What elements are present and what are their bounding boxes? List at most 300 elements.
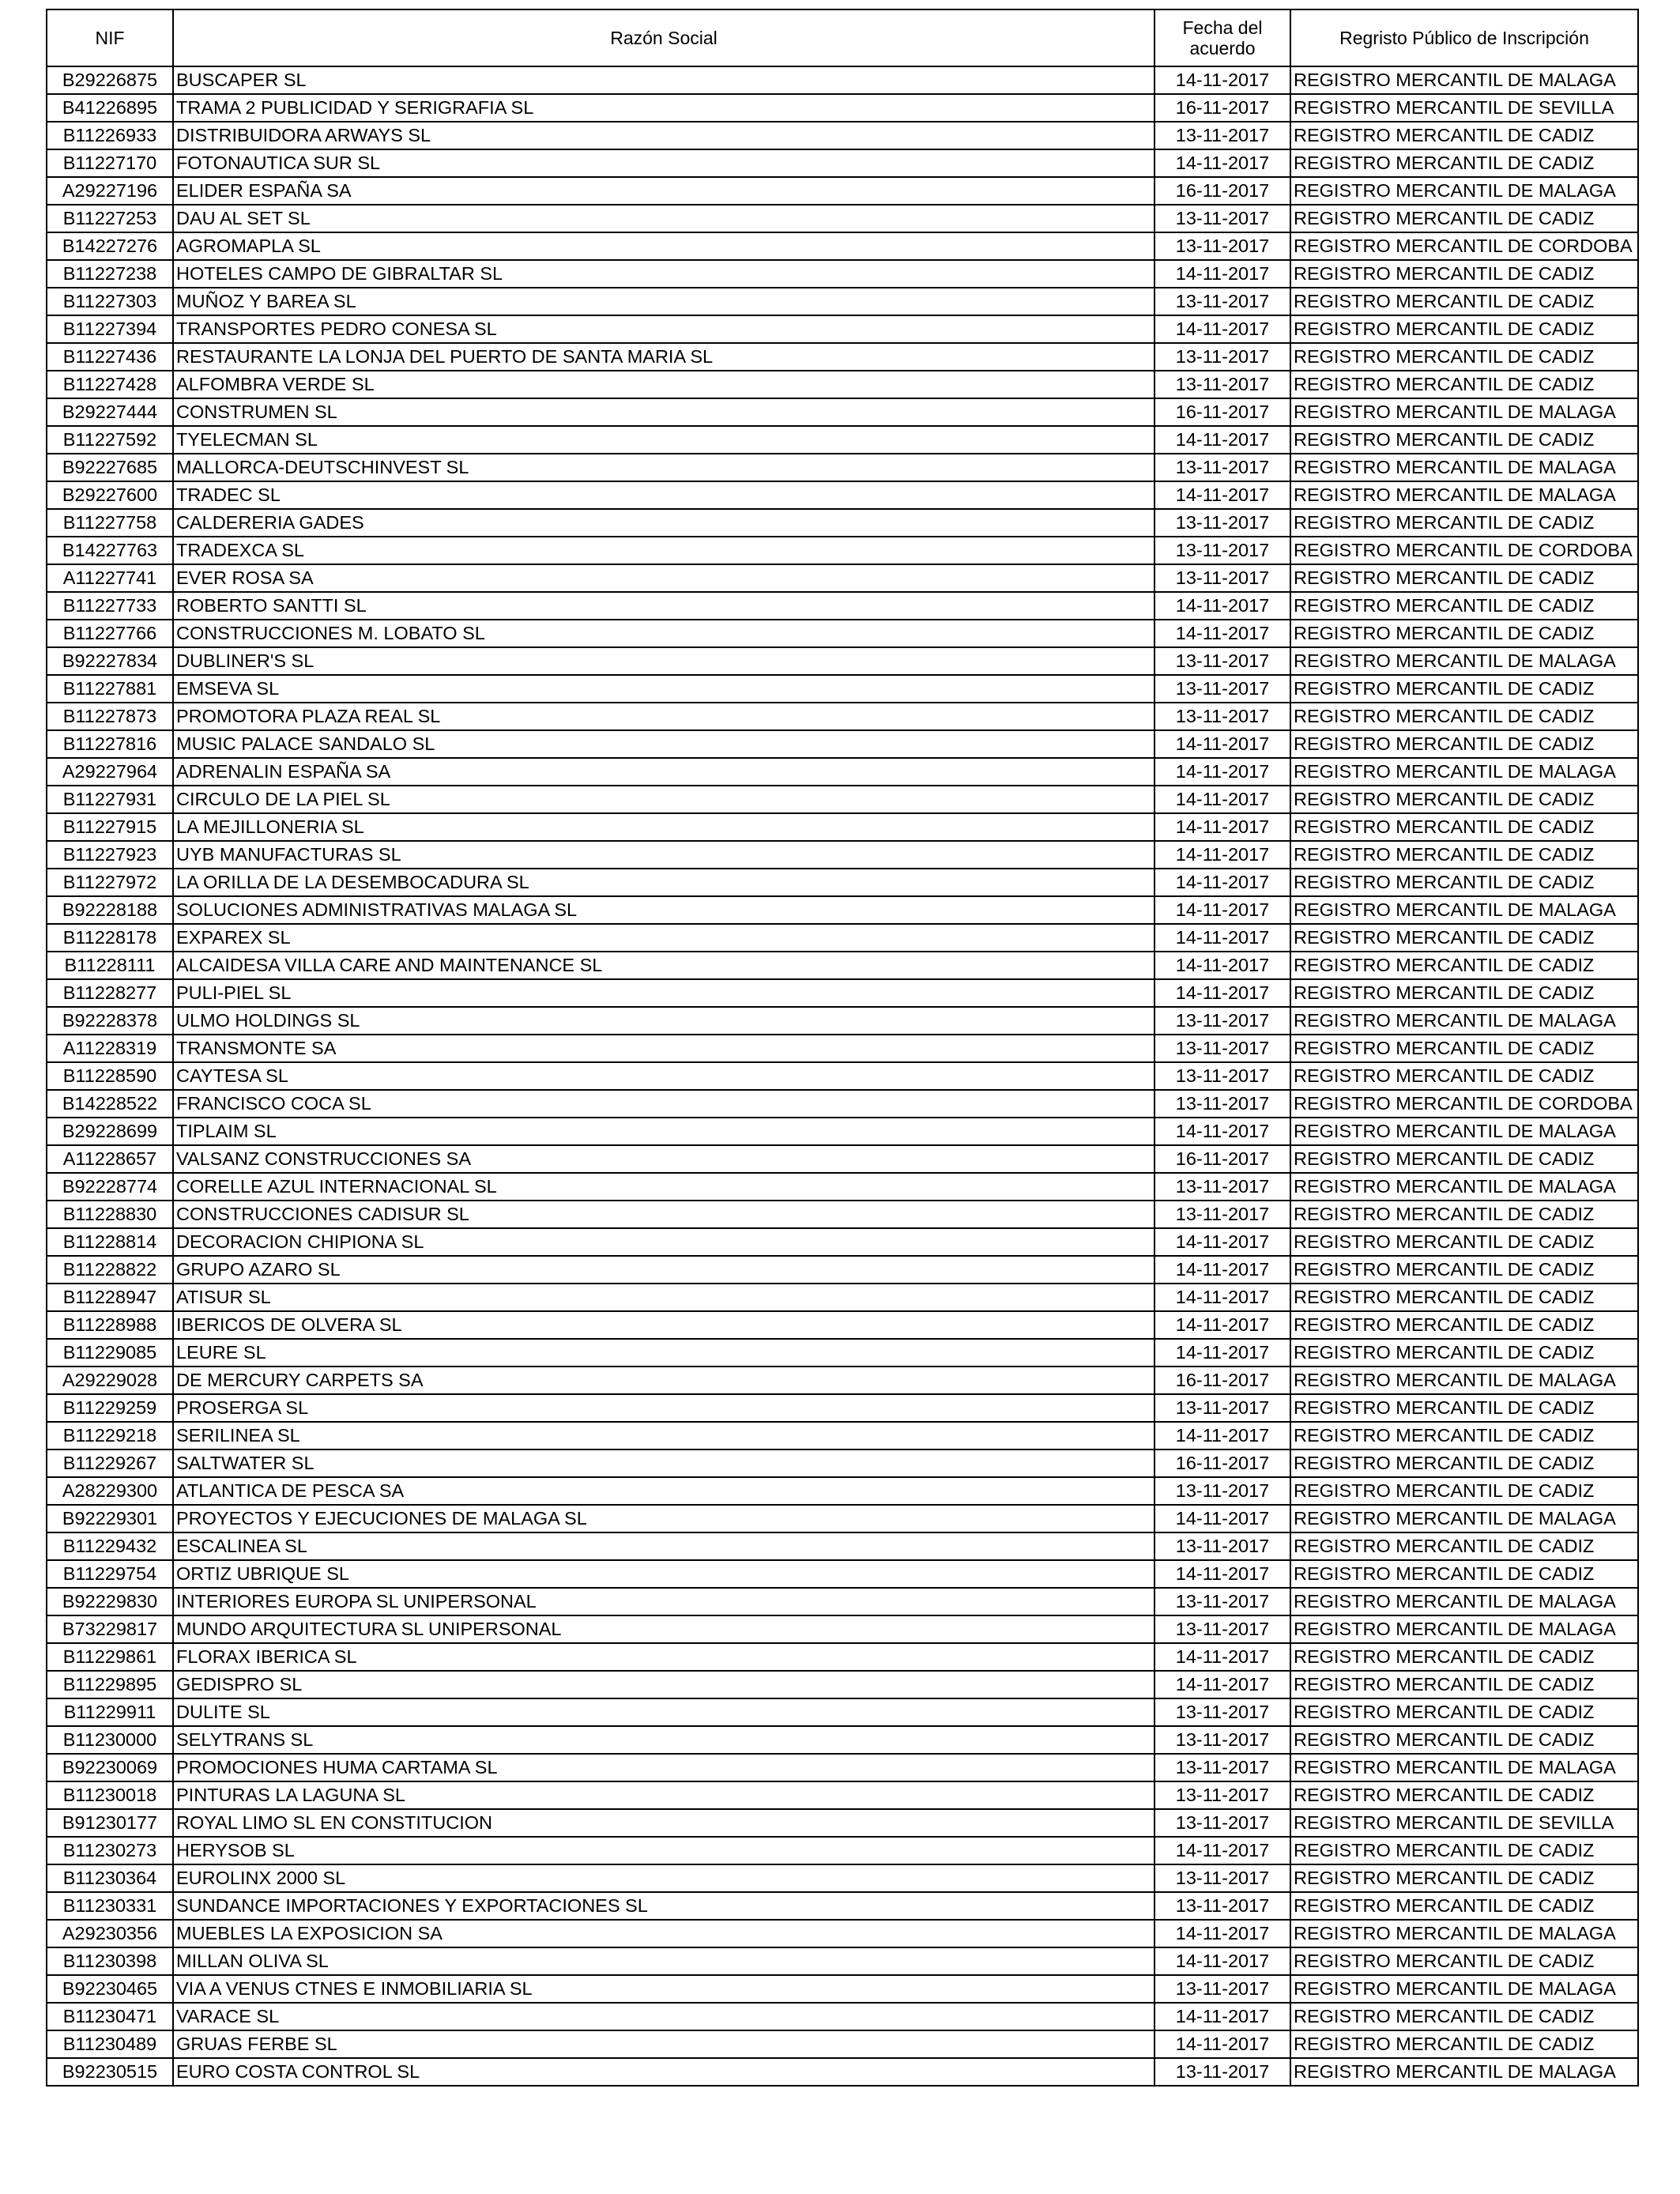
- nif-cell: B11226933: [47, 122, 173, 149]
- table-row: [47, 1449, 1638, 1477]
- nif-cell: B11227758: [47, 509, 173, 537]
- company-name-cell: PROYECTOS Y EJECUCIONES DE MALAGA SL: [173, 1505, 1155, 1532]
- nif-cell: B11227170: [47, 149, 173, 177]
- table-row: [47, 1726, 1638, 1754]
- nif-cell: B11228814: [47, 1228, 173, 1256]
- table-row: [47, 426, 1638, 454]
- agreement-date-cell: 14-11-2017: [1155, 149, 1290, 177]
- nif-cell: B91230177: [47, 1809, 173, 1837]
- table-row: [47, 149, 1638, 177]
- company-name-cell: TRADEXCA SL: [173, 537, 1155, 564]
- agreement-date-cell: 14-11-2017: [1155, 1920, 1290, 1947]
- agreement-date-cell: 13-11-2017: [1155, 1588, 1290, 1615]
- table-row: [47, 1477, 1638, 1505]
- company-name-cell: CIRCULO DE LA PIEL SL: [173, 786, 1155, 813]
- agreement-date-cell: 14-11-2017: [1155, 1256, 1290, 1284]
- table-body: [47, 66, 1638, 2086]
- company-name-cell: CORELLE AZUL INTERNACIONAL SL: [173, 1173, 1155, 1201]
- table-row: [47, 1837, 1638, 1864]
- table-row: [47, 371, 1638, 398]
- agreement-date-cell: 14-11-2017: [1155, 979, 1290, 1007]
- company-name-cell: MALLORCA-DEUTSCHINVEST SL: [173, 454, 1155, 481]
- company-name-cell: PROMOTORA PLAZA REAL SL: [173, 703, 1155, 730]
- registry-cell: REGISTRO MERCANTIL DE CADIZ: [1290, 1947, 1638, 1975]
- registry-cell: REGISTRO MERCANTIL DE CADIZ: [1290, 1477, 1638, 1505]
- table-row: [47, 122, 1638, 149]
- table-row: [47, 620, 1638, 647]
- table-row: [47, 1118, 1638, 1145]
- company-name-cell: IBERICOS DE OLVERA SL: [173, 1311, 1155, 1339]
- table-row: [47, 232, 1638, 260]
- agreement-date-cell: 16-11-2017: [1155, 177, 1290, 205]
- table-row: [47, 1671, 1638, 1698]
- company-name-cell: VALSANZ CONSTRUCCIONES SA: [173, 1145, 1155, 1173]
- table-row: [47, 786, 1638, 813]
- table-row: [47, 1947, 1638, 1975]
- table-row: [47, 481, 1638, 509]
- table-row: [47, 952, 1638, 979]
- registry-cell: REGISTRO MERCANTIL DE CADIZ: [1290, 149, 1638, 177]
- nif-cell: B92229830: [47, 1588, 173, 1615]
- table-row: [47, 1062, 1638, 1090]
- nif-cell: B11230000: [47, 1726, 173, 1754]
- table-row: [47, 2030, 1638, 2058]
- registry-cell: REGISTRO MERCANTIL DE MALAGA: [1290, 454, 1638, 481]
- agreement-date-cell: 16-11-2017: [1155, 1449, 1290, 1477]
- agreement-date-cell: 13-11-2017: [1155, 1615, 1290, 1643]
- table-row: [47, 841, 1638, 869]
- table-row: [47, 1920, 1638, 1947]
- nif-cell: B11229911: [47, 1698, 173, 1726]
- nif-cell: B11229861: [47, 1643, 173, 1671]
- table-row: [47, 1754, 1638, 1781]
- agreement-date-cell: 16-11-2017: [1155, 1367, 1290, 1394]
- company-name-cell: SALTWATER SL: [173, 1449, 1155, 1477]
- agreement-date-cell: 14-11-2017: [1155, 730, 1290, 758]
- table-row: [47, 398, 1638, 426]
- table-row: [47, 813, 1638, 841]
- agreement-date-cell: 13-11-2017: [1155, 1007, 1290, 1035]
- company-name-cell: ROBERTO SANTTI SL: [173, 592, 1155, 620]
- table-row: [47, 896, 1638, 924]
- agreement-date-cell: 13-11-2017: [1155, 454, 1290, 481]
- registry-cell: REGISTRO MERCANTIL DE CADIZ: [1290, 1422, 1638, 1449]
- agreement-date-cell: 14-11-2017: [1155, 1671, 1290, 1698]
- agreement-date-cell: 14-11-2017: [1155, 1118, 1290, 1145]
- agreement-date-cell: 16-11-2017: [1155, 398, 1290, 426]
- table-row: [47, 94, 1638, 122]
- registry-cell: REGISTRO MERCANTIL DE MALAGA: [1290, 481, 1638, 509]
- table-row: [47, 1892, 1638, 1920]
- nif-cell: B92227834: [47, 647, 173, 675]
- company-name-cell: MUEBLES LA EXPOSICION SA: [173, 1920, 1155, 1947]
- nif-cell: B92230069: [47, 1754, 173, 1781]
- agreement-date-cell: 13-11-2017: [1155, 1809, 1290, 1837]
- agreement-date-cell: 14-11-2017: [1155, 952, 1290, 979]
- agreement-date-cell: 14-11-2017: [1155, 66, 1290, 94]
- agreement-date-cell: 14-11-2017: [1155, 896, 1290, 924]
- nif-cell: B11228822: [47, 1256, 173, 1284]
- nif-cell: A11228319: [47, 1035, 173, 1062]
- agreement-date-cell: 13-11-2017: [1155, 1754, 1290, 1781]
- table-row: [47, 703, 1638, 730]
- company-name-cell: VIA A VENUS CTNES E INMOBILIARIA SL: [173, 1975, 1155, 2003]
- company-name-cell: SERILINEA SL: [173, 1422, 1155, 1449]
- company-name-cell: TIPLAIM SL: [173, 1118, 1155, 1145]
- nif-cell: B11227923: [47, 841, 173, 869]
- header-row: [47, 9, 1638, 66]
- agreement-date-cell: 14-11-2017: [1155, 1311, 1290, 1339]
- nif-cell: B92227685: [47, 454, 173, 481]
- agreement-date-cell: 14-11-2017: [1155, 315, 1290, 343]
- agreement-date-cell: 16-11-2017: [1155, 94, 1290, 122]
- table-row: [47, 1228, 1638, 1256]
- company-name-cell: EUROLINX 2000 SL: [173, 1864, 1155, 1892]
- registry-cell: REGISTRO MERCANTIL DE CORDOBA: [1290, 1090, 1638, 1118]
- nif-cell: B14227763: [47, 537, 173, 564]
- nif-cell: B11228590: [47, 1062, 173, 1090]
- company-name-cell: HERYSOB SL: [173, 1837, 1155, 1864]
- table-row: [47, 675, 1638, 703]
- registry-cell: REGISTRO MERCANTIL DE CADIZ: [1290, 260, 1638, 288]
- company-name-cell: PINTURAS LA LAGUNA SL: [173, 1781, 1155, 1809]
- registry-cell: REGISTRO MERCANTIL DE MALAGA: [1290, 1505, 1638, 1532]
- company-name-cell: BUSCAPER SL: [173, 66, 1155, 94]
- table-row: [47, 1311, 1638, 1339]
- registry-cell: REGISTRO MERCANTIL DE MALAGA: [1290, 1754, 1638, 1781]
- company-name-cell: GRUPO AZARO SL: [173, 1256, 1155, 1284]
- table-row: [47, 1173, 1638, 1201]
- registry-cell: REGISTRO MERCANTIL DE CADIZ: [1290, 1837, 1638, 1864]
- table-row: [47, 1532, 1638, 1560]
- table-row: [47, 1643, 1638, 1671]
- nif-cell: B11227873: [47, 703, 173, 730]
- agreement-date-cell: 13-11-2017: [1155, 1173, 1290, 1201]
- table-row: [47, 1781, 1638, 1809]
- header-razon-social: Razón Social: [173, 9, 1155, 66]
- header-fecha-acuerdo: Fecha del acuerdo: [1155, 9, 1290, 66]
- company-name-cell: CONSTRUMEN SL: [173, 398, 1155, 426]
- company-name-cell: DE MERCURY CARPETS SA: [173, 1367, 1155, 1394]
- table-row: [47, 1201, 1638, 1228]
- nif-cell: B11227238: [47, 260, 173, 288]
- header-registro-publico: Regristo Público de Inscripción: [1290, 9, 1638, 66]
- table-row: [47, 1422, 1638, 1449]
- company-name-cell: ESCALINEA SL: [173, 1532, 1155, 1560]
- table-row: [47, 1145, 1638, 1173]
- company-name-cell: PROSERGA SL: [173, 1394, 1155, 1422]
- company-name-cell: FOTONAUTICA SUR SL: [173, 149, 1155, 177]
- registry-cell: REGISTRO MERCANTIL DE CADIZ: [1290, 813, 1638, 841]
- nif-cell: B11227816: [47, 730, 173, 758]
- registry-cell: REGISTRO MERCANTIL DE MALAGA: [1290, 1007, 1638, 1035]
- agreement-date-cell: 14-11-2017: [1155, 2030, 1290, 2058]
- company-name-cell: DAU AL SET SL: [173, 205, 1155, 232]
- registry-cell: REGISTRO MERCANTIL DE CADIZ: [1290, 924, 1638, 952]
- nif-cell: B11228988: [47, 1311, 173, 1339]
- nif-cell: B73229817: [47, 1615, 173, 1643]
- nif-cell: B11230398: [47, 1947, 173, 1975]
- agreement-date-cell: 13-11-2017: [1155, 288, 1290, 315]
- table-row: [47, 564, 1638, 592]
- agreement-date-cell: 13-11-2017: [1155, 1477, 1290, 1505]
- registry-cell: REGISTRO MERCANTIL DE CADIZ: [1290, 1532, 1638, 1560]
- table-row: [47, 1698, 1638, 1726]
- nif-cell: B29227444: [47, 398, 173, 426]
- table-row: [47, 1975, 1638, 2003]
- nif-cell: B92230515: [47, 2058, 173, 2086]
- table-row: [47, 66, 1638, 94]
- registry-cell: REGISTRO MERCANTIL DE MALAGA: [1290, 1173, 1638, 1201]
- nif-cell: B11230273: [47, 1837, 173, 1864]
- nif-cell: B11228830: [47, 1201, 173, 1228]
- company-name-cell: MUÑOZ Y BAREA SL: [173, 288, 1155, 315]
- agreement-date-cell: 13-11-2017: [1155, 1781, 1290, 1809]
- agreement-date-cell: 13-11-2017: [1155, 509, 1290, 537]
- table-row: [47, 537, 1638, 564]
- company-name-cell: CALDERERIA GADES: [173, 509, 1155, 537]
- nif-cell: B11230331: [47, 1892, 173, 1920]
- table-row: [47, 1864, 1638, 1892]
- agreement-date-cell: 13-11-2017: [1155, 1532, 1290, 1560]
- nif-cell: A29227196: [47, 177, 173, 205]
- company-name-cell: ORTIZ UBRIQUE SL: [173, 1560, 1155, 1588]
- agreement-date-cell: 14-11-2017: [1155, 841, 1290, 869]
- agreement-date-cell: 14-11-2017: [1155, 1947, 1290, 1975]
- nif-cell: B29226875: [47, 66, 173, 94]
- company-name-cell: GRUAS FERBE SL: [173, 2030, 1155, 2058]
- table-row: [47, 1367, 1638, 1394]
- table-row: [47, 1615, 1638, 1643]
- registry-cell: REGISTRO MERCANTIL DE CADIZ: [1290, 675, 1638, 703]
- agreement-date-cell: 13-11-2017: [1155, 1892, 1290, 1920]
- agreement-date-cell: 14-11-2017: [1155, 481, 1290, 509]
- registry-cell: REGISTRO MERCANTIL DE MALAGA: [1290, 177, 1638, 205]
- nif-cell: B11229895: [47, 1671, 173, 1698]
- company-name-cell: FRANCISCO COCA SL: [173, 1090, 1155, 1118]
- nif-cell: B29228699: [47, 1118, 173, 1145]
- nif-cell: B11227253: [47, 205, 173, 232]
- company-name-cell: EVER ROSA SA: [173, 564, 1155, 592]
- table-row: [47, 1284, 1638, 1311]
- company-name-cell: MILLAN OLIVA SL: [173, 1947, 1155, 1975]
- registry-cell: REGISTRO MERCANTIL DE MALAGA: [1290, 758, 1638, 786]
- nif-cell: B11227303: [47, 288, 173, 315]
- registry-cell: REGISTRO MERCANTIL DE CADIZ: [1290, 1062, 1638, 1090]
- table-row: [47, 509, 1638, 537]
- company-name-cell: TRAMA 2 PUBLICIDAD Y SERIGRAFIA SL: [173, 94, 1155, 122]
- registry-cell: REGISTRO MERCANTIL DE CORDOBA: [1290, 537, 1638, 564]
- agreement-date-cell: 13-11-2017: [1155, 1726, 1290, 1754]
- nif-cell: A11227741: [47, 564, 173, 592]
- nif-cell: B11227766: [47, 620, 173, 647]
- agreement-date-cell: 14-11-2017: [1155, 1228, 1290, 1256]
- table-row: [47, 647, 1638, 675]
- nif-cell: B11228178: [47, 924, 173, 952]
- table-row: [47, 924, 1638, 952]
- table-row: [47, 1588, 1638, 1615]
- registry-cell: REGISTRO MERCANTIL DE CADIZ: [1290, 786, 1638, 813]
- agreement-date-cell: 14-11-2017: [1155, 1643, 1290, 1671]
- registry-cell: REGISTRO MERCANTIL DE CADIZ: [1290, 1864, 1638, 1892]
- registry-cell: REGISTRO MERCANTIL DE CADIZ: [1290, 509, 1638, 537]
- registry-cell: REGISTRO MERCANTIL DE MALAGA: [1290, 1920, 1638, 1947]
- table-row: [47, 2058, 1638, 2086]
- table-row: [47, 1035, 1638, 1062]
- agreement-date-cell: 13-11-2017: [1155, 537, 1290, 564]
- company-name-cell: DULITE SL: [173, 1698, 1155, 1726]
- table-row: [47, 177, 1638, 205]
- agreement-date-cell: 13-11-2017: [1155, 1062, 1290, 1090]
- nif-cell: B11227931: [47, 786, 173, 813]
- table-row: [47, 288, 1638, 315]
- agreement-date-cell: 14-11-2017: [1155, 2003, 1290, 2030]
- nif-cell: B11229259: [47, 1394, 173, 1422]
- agreement-date-cell: 13-11-2017: [1155, 2058, 1290, 2086]
- agreement-date-cell: 14-11-2017: [1155, 813, 1290, 841]
- nif-cell: B14228522: [47, 1090, 173, 1118]
- agreement-date-cell: 14-11-2017: [1155, 260, 1290, 288]
- nif-cell: B11228111: [47, 952, 173, 979]
- nif-cell: B11230489: [47, 2030, 173, 2058]
- registry-cell: REGISTRO MERCANTIL DE CADIZ: [1290, 841, 1638, 869]
- registry-cell: REGISTRO MERCANTIL DE CADIZ: [1290, 288, 1638, 315]
- registry-cell: REGISTRO MERCANTIL DE CADIZ: [1290, 315, 1638, 343]
- registry-cell: REGISTRO MERCANTIL DE MALAGA: [1290, 398, 1638, 426]
- agreement-date-cell: 14-11-2017: [1155, 1284, 1290, 1311]
- company-name-cell: CONSTRUCCIONES CADISUR SL: [173, 1201, 1155, 1228]
- registry-cell: REGISTRO MERCANTIL DE CADIZ: [1290, 343, 1638, 371]
- registry-cell: REGISTRO MERCANTIL DE MALAGA: [1290, 1118, 1638, 1145]
- registry-cell: REGISTRO MERCANTIL DE CADIZ: [1290, 564, 1638, 592]
- registry-cell: REGISTRO MERCANTIL DE CADIZ: [1290, 1781, 1638, 1809]
- table-row: [47, 758, 1638, 786]
- registry-cell: REGISTRO MERCANTIL DE CADIZ: [1290, 952, 1638, 979]
- company-name-cell: LA MEJILLONERIA SL: [173, 813, 1155, 841]
- registry-cell: REGISTRO MERCANTIL DE CADIZ: [1290, 592, 1638, 620]
- table-row: [47, 315, 1638, 343]
- agreement-date-cell: 13-11-2017: [1155, 1698, 1290, 1726]
- company-name-cell: RESTAURANTE LA LONJA DEL PUERTO DE SANTA MARIA SL: [173, 343, 1155, 371]
- registry-cell: REGISTRO MERCANTIL DE CADIZ: [1290, 1394, 1638, 1422]
- company-name-cell: CONSTRUCCIONES M. LOBATO SL: [173, 620, 1155, 647]
- registry-cell: REGISTRO MERCANTIL DE CADIZ: [1290, 2003, 1638, 2030]
- company-name-cell: AGROMAPLA SL: [173, 232, 1155, 260]
- nif-cell: B11227915: [47, 813, 173, 841]
- nif-cell: B14227276: [47, 232, 173, 260]
- agreement-date-cell: 16-11-2017: [1155, 1145, 1290, 1173]
- agreement-date-cell: 14-11-2017: [1155, 924, 1290, 952]
- registry-cell: REGISTRO MERCANTIL DE CADIZ: [1290, 1201, 1638, 1228]
- registry-cell: REGISTRO MERCANTIL DE CADIZ: [1290, 1339, 1638, 1367]
- company-name-cell: EURO COSTA CONTROL SL: [173, 2058, 1155, 2086]
- registry-table: [46, 9, 1639, 2087]
- company-name-cell: ULMO HOLDINGS SL: [173, 1007, 1155, 1035]
- company-name-cell: EXPAREX SL: [173, 924, 1155, 952]
- company-name-cell: UYB MANUFACTURAS SL: [173, 841, 1155, 869]
- registry-cell: REGISTRO MERCANTIL DE CADIZ: [1290, 1449, 1638, 1477]
- registry-cell: REGISTRO MERCANTIL DE MALAGA: [1290, 1367, 1638, 1394]
- table-row: [47, 1560, 1638, 1588]
- company-name-cell: ROYAL LIMO SL EN CONSTITUCION: [173, 1809, 1155, 1837]
- agreement-date-cell: 13-11-2017: [1155, 1975, 1290, 2003]
- table-header: [47, 9, 1638, 66]
- nif-cell: B11229754: [47, 1560, 173, 1588]
- nif-cell: B11229432: [47, 1532, 173, 1560]
- agreement-date-cell: 14-11-2017: [1155, 1339, 1290, 1367]
- registry-cell: REGISTRO MERCANTIL DE CADIZ: [1290, 703, 1638, 730]
- registry-cell: REGISTRO MERCANTIL DE CADIZ: [1290, 869, 1638, 896]
- nif-cell: A29227964: [47, 758, 173, 786]
- registry-cell: REGISTRO MERCANTIL DE CADIZ: [1290, 1256, 1638, 1284]
- company-name-cell: CAYTESA SL: [173, 1062, 1155, 1090]
- nif-cell: B92228378: [47, 1007, 173, 1035]
- nif-cell: B11227436: [47, 343, 173, 371]
- registry-cell: REGISTRO MERCANTIL DE CADIZ: [1290, 979, 1638, 1007]
- table-row: [47, 1394, 1638, 1422]
- agreement-date-cell: 14-11-2017: [1155, 1422, 1290, 1449]
- agreement-date-cell: 14-11-2017: [1155, 1560, 1290, 1588]
- agreement-date-cell: 13-11-2017: [1155, 232, 1290, 260]
- company-name-cell: INTERIORES EUROPA SL UNIPERSONAL: [173, 1588, 1155, 1615]
- nif-cell: B11227881: [47, 675, 173, 703]
- registry-cell: REGISTRO MERCANTIL DE CADIZ: [1290, 1892, 1638, 1920]
- nif-cell: A28229300: [47, 1477, 173, 1505]
- company-name-cell: LA ORILLA DE LA DESEMBOCADURA SL: [173, 869, 1155, 896]
- registry-cell: REGISTRO MERCANTIL DE CADIZ: [1290, 1035, 1638, 1062]
- table-row: [47, 1505, 1638, 1532]
- company-name-cell: EMSEVA SL: [173, 675, 1155, 703]
- company-name-cell: TRANSPORTES PEDRO CONESA SL: [173, 315, 1155, 343]
- nif-cell: B92230465: [47, 1975, 173, 2003]
- company-name-cell: ADRENALIN ESPAÑA SA: [173, 758, 1155, 786]
- company-name-cell: FLORAX IBERICA SL: [173, 1643, 1155, 1671]
- registry-cell: REGISTRO MERCANTIL DE CADIZ: [1290, 730, 1638, 758]
- nif-cell: B11227972: [47, 869, 173, 896]
- company-name-cell: ALCAIDESA VILLA CARE AND MAINTENANCE SL: [173, 952, 1155, 979]
- company-name-cell: LEURE SL: [173, 1339, 1155, 1367]
- registry-cell: REGISTRO MERCANTIL DE CADIZ: [1290, 1643, 1638, 1671]
- registry-cell: REGISTRO MERCANTIL DE CADIZ: [1290, 1145, 1638, 1173]
- registry-cell: REGISTRO MERCANTIL DE CADIZ: [1290, 1284, 1638, 1311]
- company-name-cell: SUNDANCE IMPORTACIONES Y EXPORTACIONES SL: [173, 1892, 1155, 1920]
- company-name-cell: PROMOCIONES HUMA CARTAMA SL: [173, 1754, 1155, 1781]
- registry-cell: REGISTRO MERCANTIL DE MALAGA: [1290, 647, 1638, 675]
- nif-cell: B11230471: [47, 2003, 173, 2030]
- company-name-cell: TRANSMONTE SA: [173, 1035, 1155, 1062]
- agreement-date-cell: 13-11-2017: [1155, 564, 1290, 592]
- nif-cell: A11228657: [47, 1145, 173, 1173]
- agreement-date-cell: 13-11-2017: [1155, 647, 1290, 675]
- nif-cell: B11228277: [47, 979, 173, 1007]
- agreement-date-cell: 14-11-2017: [1155, 758, 1290, 786]
- nif-cell: B11230364: [47, 1864, 173, 1892]
- registry-cell: REGISTRO MERCANTIL DE CADIZ: [1290, 1228, 1638, 1256]
- table-row: [47, 205, 1638, 232]
- registry-cell: REGISTRO MERCANTIL DE CADIZ: [1290, 205, 1638, 232]
- company-name-cell: DECORACION CHIPIONA SL: [173, 1228, 1155, 1256]
- registry-cell: REGISTRO MERCANTIL DE CADIZ: [1290, 426, 1638, 454]
- company-name-cell: SOLUCIONES ADMINISTRATIVAS MALAGA SL: [173, 896, 1155, 924]
- registry-cell: REGISTRO MERCANTIL DE MALAGA: [1290, 2058, 1638, 2086]
- nif-cell: B11227592: [47, 426, 173, 454]
- company-name-cell: MUSIC PALACE SANDALO SL: [173, 730, 1155, 758]
- table-row: [47, 1809, 1638, 1837]
- registry-cell: REGISTRO MERCANTIL DE CADIZ: [1290, 1560, 1638, 1588]
- agreement-date-cell: 14-11-2017: [1155, 869, 1290, 896]
- agreement-date-cell: 14-11-2017: [1155, 592, 1290, 620]
- nif-cell: B11227394: [47, 315, 173, 343]
